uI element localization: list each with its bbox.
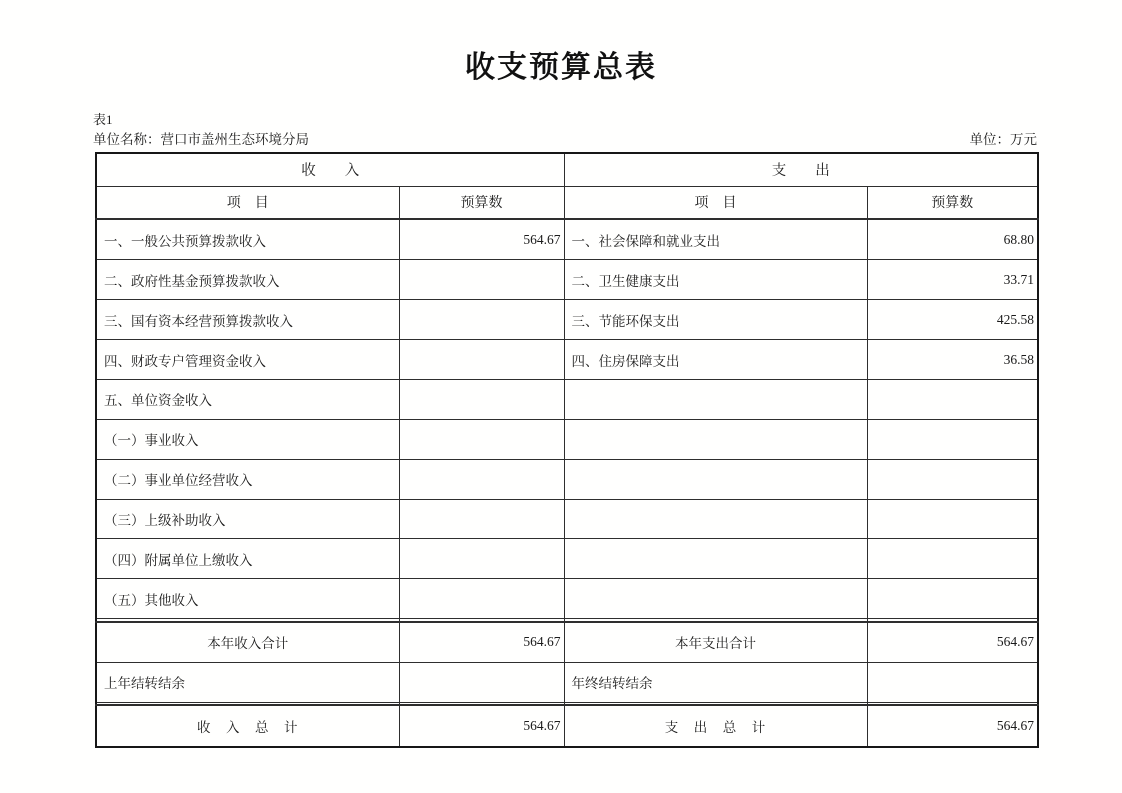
table-row: [96, 379, 1038, 419]
expense-value-cell: [867, 499, 1038, 539]
expense-item-cell: [564, 419, 867, 459]
income-total-value: 564.67: [399, 705, 564, 747]
expense-item-cell: [564, 539, 867, 579]
income-value-cell: [399, 499, 564, 539]
table-row: [96, 340, 1038, 380]
income-subtotal-value: 564.67: [399, 622, 564, 663]
expense-item-cell: 二、卫生健康支出: [564, 260, 867, 300]
income-value-cell: 564.67: [399, 219, 564, 260]
grand-total-row: [96, 705, 1038, 747]
table-number: 表1: [93, 112, 113, 127]
column-header-row: [96, 186, 1038, 219]
income-carryover-value: [399, 662, 564, 702]
expense-item-cell: [564, 379, 867, 419]
expense-item-cell: [564, 579, 867, 619]
income-value-cell: [399, 300, 564, 340]
income-item-header: 项 目: [96, 186, 399, 219]
income-item-cell: 二、政府性基金预算拨款收入: [96, 260, 399, 300]
expense-section-header: 支 出: [564, 153, 1038, 186]
table-row: [96, 419, 1038, 459]
expense-item-cell: 一、社会保障和就业支出: [564, 219, 867, 260]
income-item-cell: 五、单位资金收入: [96, 379, 399, 419]
budget-table: [95, 152, 1039, 748]
expense-value-cell: [867, 459, 1038, 499]
expense-carryover-label: 年终结转结余: [564, 662, 867, 702]
table-row: [96, 459, 1038, 499]
expense-item-cell: [564, 499, 867, 539]
income-item-cell: 四、财政专户管理资金收入: [96, 340, 399, 380]
income-carryover-label: 上年结转结余: [96, 662, 399, 702]
expense-total-value: 564.67: [867, 705, 1038, 747]
income-value-cell: [399, 379, 564, 419]
table-row: [96, 579, 1038, 619]
expense-item-header: 项 目: [564, 186, 867, 219]
expense-value-cell: [867, 539, 1038, 579]
income-item-cell: （三）上级补助收入: [96, 499, 399, 539]
table-row: [96, 539, 1038, 579]
meta-line: [93, 128, 1037, 148]
expense-value-cell: [867, 379, 1038, 419]
expense-value-cell: 68.80: [867, 219, 1038, 260]
income-value-cell: [399, 459, 564, 499]
expense-item-cell: 三、节能环保支出: [564, 300, 867, 340]
income-subtotal-label: 本年收入合计: [96, 622, 399, 663]
carryover-row: [96, 662, 1038, 702]
table-row: [96, 499, 1038, 539]
income-value-cell: [399, 539, 564, 579]
expense-value-cell: [867, 579, 1038, 619]
income-section-header: 收 入: [96, 153, 564, 186]
income-item-cell: （四）附属单位上缴收入: [96, 539, 399, 579]
table-row: [96, 300, 1038, 340]
income-item-cell: 一、一般公共预算拨款收入: [96, 219, 399, 260]
expense-subtotal-value: 564.67: [867, 622, 1038, 663]
unit-name: 单位名称：营口市盖州生态环境分局: [93, 132, 309, 147]
expense-item-cell: [564, 459, 867, 499]
unit-label: 单位：万元: [969, 132, 1037, 147]
income-item-cell: （五）其他收入: [96, 579, 399, 619]
table-row: [96, 260, 1038, 300]
income-value-cell: [399, 340, 564, 380]
expense-value-cell: 33.71: [867, 260, 1038, 300]
table-row: [96, 219, 1038, 260]
income-value-cell: [399, 579, 564, 619]
page-title: 收支预算总表: [465, 51, 657, 84]
expense-item-cell: 四、住房保障支出: [564, 340, 867, 380]
income-total-label: 收 入 总 计: [96, 705, 399, 747]
expense-value-cell: 36.58: [867, 340, 1038, 380]
expense-carryover-value: [867, 662, 1038, 702]
expense-value-cell: 425.58: [867, 300, 1038, 340]
expense-value-cell: [867, 419, 1038, 459]
income-item-cell: 三、国有资本经营预算拨款收入: [96, 300, 399, 340]
income-value-cell: [399, 260, 564, 300]
income-item-cell: （二）事业单位经营收入: [96, 459, 399, 499]
section-header-row: [96, 153, 1038, 186]
income-item-cell: （一）事业收入: [96, 419, 399, 459]
expense-total-label: 支 出 总 计: [564, 705, 867, 747]
income-value-cell: [399, 419, 564, 459]
expense-budget-header: 预算数: [867, 186, 1038, 219]
expense-subtotal-label: 本年支出合计: [564, 622, 867, 663]
subtotal-row: [96, 622, 1038, 663]
income-budget-header: 预算数: [399, 186, 564, 219]
